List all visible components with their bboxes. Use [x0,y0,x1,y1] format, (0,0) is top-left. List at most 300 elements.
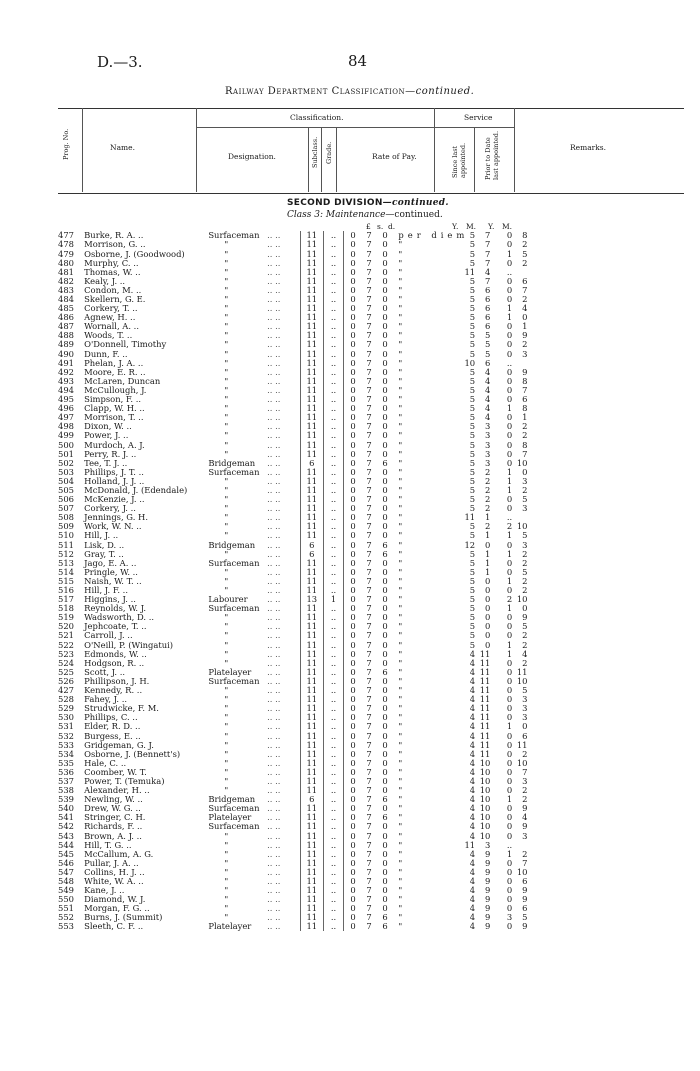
row-number: 507 [58,503,74,514]
subclass: 11 [300,686,323,695]
since-months: 11 [479,739,491,750]
row-number: 542 [58,821,74,832]
grade: .. [323,640,344,649]
row-number: 536 [58,766,74,777]
prior-months: 9 [522,921,528,932]
rate-of-pay: 0 7 0 " [350,685,407,696]
row-number: 495 [58,394,74,405]
subclass: 11 [300,504,323,513]
grade: .. [323,449,344,458]
employee-name: Scott, J. .. [84,666,126,677]
employee-name: Collins, H. J. .. [84,866,145,877]
prior-months: 2 [522,630,528,641]
since-years: 4 [469,885,476,896]
row-number: 530 [58,712,74,723]
rate-of-pay: 0 7 0 " [350,603,407,614]
rate-of-pay: 0 7 0 " [350,275,407,286]
prior-months: 1 [522,412,528,423]
leader-dots: .. .. [267,812,281,823]
designation: " [224,775,229,786]
grade: .. [323,695,344,704]
grade: .. [323,467,344,476]
designation: " [224,585,229,595]
leader-dots: .. .. [267,821,281,832]
since-years: 4 [469,730,476,741]
designation: " [224,721,229,732]
designation: " [224,294,229,304]
subclass: 11 [300,286,323,295]
subclass: 11 [300,276,323,285]
prior-years: 0 [506,321,513,332]
rate-of-pay: 0 7 6 " [350,794,407,805]
subclass: 11 [300,922,323,931]
employee-name: Drew, W. G. .. [84,803,141,814]
leader-dots: .. .. [267,421,281,432]
designation: " [224,548,229,559]
row-number: 517 [58,594,74,605]
row-number: 520 [58,621,74,632]
prior-months: 8 [522,403,528,414]
employee-name: Osborne, J. (Goodwood) [84,248,185,259]
prior-years: .. [506,839,513,850]
subclass: 11 [300,349,323,358]
grade: .. [323,840,344,849]
grade: .. [323,677,344,686]
grade: .. [323,240,344,249]
rate-of-pay: 0 7 0 " [350,866,407,877]
since-months: 10 [479,766,491,777]
table-row [58,258,528,267]
grade: .. [323,513,344,522]
prior-years: 0 [506,730,513,741]
row-number: 500 [58,439,74,450]
designation: " [224,848,229,859]
rate-of-pay: 0 7 6 " [350,457,407,468]
since-months: 1 [485,548,491,559]
leader-dots: .. .. [267,921,281,932]
leader-dots: .. .. [267,312,281,323]
grade: .. [323,822,344,831]
rate-of-pay: 0 7 6 " [350,921,407,932]
prior-months: 10 [516,521,528,532]
prior-years: 0 [506,585,513,595]
prior-years: 0 [506,612,513,623]
since-years: 4 [469,803,476,814]
subclass: 11 [300,786,323,795]
rate-of-pay: 0 7 0 " [350,312,407,323]
row-number: 547 [58,866,74,877]
since-years: 5 [469,330,476,341]
since-years: 5 [469,530,476,541]
leader-dots: .. .. [267,275,281,286]
employee-name: O'Donnell, Timothy [84,339,167,350]
employee-name: Hill, J. .. [84,530,119,541]
designation: " [224,366,229,377]
designation: " [224,739,229,750]
subclass: 11 [300,295,323,304]
since-years: 5 [469,421,476,432]
row-number: 512 [58,548,74,559]
since-years: 4 [469,675,476,686]
since-years: 4 [469,903,476,914]
subclass: 11 [300,758,323,767]
prior-years: 1 [506,475,513,486]
grade: .. [323,831,344,840]
prior-years: 0 [506,494,513,505]
unit-month-prior: M. [502,222,513,231]
prior-years: 0 [506,430,513,441]
prior-years: 0 [506,557,513,568]
row-number: 529 [58,703,74,714]
since-months: 4 [485,412,491,423]
subclass: 11 [300,622,323,631]
prior-months: 11 [516,739,528,750]
prior-years: 2 [506,521,513,532]
row-number: 488 [58,330,74,341]
leader-dots: .. .. [267,585,281,595]
col-rate: Rate of Pay. [372,152,417,161]
grade: .. [323,868,344,877]
designation: " [224,648,229,659]
rate-of-pay: 0 7 0 " [350,594,407,605]
prior-years: 0 [506,803,513,814]
prior-years: 0 [506,421,513,432]
designation: " [224,730,229,741]
leader-dots: .. .. [267,648,281,659]
page-title [225,86,474,97]
designation: " [224,694,229,705]
prior-months: 10 [516,457,528,468]
prior-years: 1 [506,248,513,259]
rate-of-pay: 0 7 0 " [350,357,407,368]
subclass: 11 [300,895,323,904]
designation: " [224,339,229,350]
subclass: 11 [300,586,323,595]
table-row [58,549,528,558]
employee-name: Naish, W. T. .. [84,575,142,586]
row-number: 484 [58,294,74,304]
prior-years: 0 [506,903,513,914]
since-months: 7 [485,230,491,241]
since-years: 4 [469,866,476,877]
employee-name: Jennings, G. H. [84,512,148,523]
since-months: 6 [485,294,491,304]
designation: Surfaceman [208,675,260,686]
table-row [58,831,528,840]
since-years: 5 [469,312,476,323]
since-months: 4 [485,375,491,386]
table-row [58,822,528,831]
table-row [58,540,528,549]
leader-dots: .. .. [267,666,281,677]
since-months: 0 [485,639,491,650]
prior-years: 1 [506,575,513,586]
prior-years: 0 [506,503,513,514]
employee-name: Coomber, W. T. [84,766,147,777]
leader-dots: .. .. [267,621,281,632]
leader-dots: .. .. [267,876,281,886]
rate-of-pay: 0 7 0 " [350,766,407,777]
since-months: 10 [479,785,491,796]
leader-dots: .. .. [267,685,281,696]
leader-dots: .. .. [267,548,281,559]
leader-dots: .. .. [267,484,281,495]
since-years: 5 [469,284,476,295]
employee-name: Woods, T. .. [84,330,133,341]
rate-of-pay: 0 7 0 " [350,675,407,686]
grade: .. [323,522,344,531]
since-months: 9 [485,921,491,932]
since-months: 10 [479,803,491,814]
row-number: 490 [58,348,74,359]
grade: .. [323,249,344,258]
designation: " [224,657,229,668]
employee-name: Hodgson, R. .. [84,657,145,668]
leader-dots: .. .. [267,739,281,750]
prior-years: 0 [506,348,513,359]
rate-of-pay: 0 7 0 " [350,475,407,486]
prior-months: 3 [522,539,528,550]
grade: .. [323,413,344,422]
designation: Surfaceman [208,603,260,614]
subclass: 6 [300,458,323,467]
leader-dots: .. .. [267,885,281,896]
prior-years: 0 [506,366,513,377]
rate-of-pay: 0 7 0 " [350,248,407,259]
since-years: 5 [469,475,476,486]
row-number: 518 [58,603,74,614]
leader-dots: .. .. [267,521,281,532]
rate-of-pay: 0 7 0 " [350,466,407,477]
grade: .. [323,486,344,495]
prior-years: 0 [506,703,513,714]
row-number: 550 [58,894,74,905]
since-years: 5 [469,339,476,350]
since-years: 5 [469,457,476,468]
since-years: 5 [469,375,476,386]
leader-dots: .. .. [267,657,281,668]
designation: " [224,857,229,868]
since-months: 11 [479,721,491,732]
rate-of-pay: 0 7 0 " [350,439,407,450]
since-months: 11 [479,694,491,705]
row-number: 492 [58,366,74,377]
grade: .. [323,904,344,913]
rate-of-pay: 0 7 0 " [350,566,407,577]
table-row [58,422,528,431]
table-row [58,658,528,667]
grade: .. [323,740,344,749]
employee-name: Murdoch, A. J. [84,439,145,450]
subclass: 11 [300,849,323,858]
table-row [58,240,528,249]
since-years: 4 [469,894,476,905]
division-name: SECOND DIVISION [287,198,383,208]
table-row [58,640,528,649]
row-number: 478 [58,239,74,250]
rate-of-pay: 0 7 0 " [350,694,407,705]
employee-name: Kane, J. .. [84,885,125,896]
page-title-suffix: —continued. [405,86,475,97]
leader-dots: .. .. [267,748,281,759]
leader-dots: .. .. [267,612,281,623]
class-label: Class 3: [287,210,323,220]
rate-of-pay: 0 7 0 " [350,730,407,741]
prior-months: 3 [522,694,528,705]
row-number: 491 [58,357,74,368]
designation: " [224,703,229,714]
rate-of-pay: 0 7 6 " [350,548,407,559]
since-years: 4 [469,785,476,796]
subclass: 11 [300,258,323,267]
leader-dots: .. .. [267,575,281,586]
since-months: 2 [485,503,491,514]
prior-months: 2 [522,657,528,668]
row-number: 539 [58,794,74,805]
prior-months: 2 [522,548,528,559]
since-years: 11 [464,512,476,523]
grade: .. [323,586,344,595]
since-years: 5 [469,384,476,395]
employee-name: Tee, T. J. .. [84,457,128,468]
since-months: 2 [485,475,491,486]
prior-months: 2 [522,585,528,595]
row-number: 487 [58,321,74,332]
prior-months: 5 [522,566,528,577]
grade: .. [323,431,344,440]
grade: .. [323,276,344,285]
row-number: 540 [58,803,74,814]
header-divider [82,108,83,192]
employee-name: Diamond, W. J. [84,894,146,905]
prior-months: 9 [522,885,528,896]
designation: " [224,239,229,250]
prior-months: 3 [522,475,528,486]
since-years: 5 [469,412,476,423]
row-number: 521 [58,630,74,641]
employee-name: Condon, M. .. [84,284,142,295]
designation: Platelayer [208,666,252,677]
prior-years: 0 [506,885,513,896]
grade: .. [323,686,344,695]
row-number: 532 [58,730,74,741]
since-years: 5 [469,257,476,268]
designation: Platelayer [208,812,252,823]
since-years: 5 [469,248,476,259]
since-years: 4 [469,821,476,832]
subclass: 11 [300,395,323,404]
prior-years: 0 [506,748,513,759]
table-row [58,877,528,886]
employee-name: Strudwicke, F. M. [84,703,159,714]
subclass: 11 [300,367,323,376]
leader-dots: .. .. [267,475,281,486]
subclass: 11 [300,486,323,495]
rate-of-pay: 0 7 0 " [350,494,407,505]
employee-name: Stringer, C. H. [84,812,146,823]
designation: " [224,639,229,650]
rate-of-pay: 0 7 6 " [350,666,407,677]
col-service: Service [464,113,493,122]
designation: " [224,876,229,886]
subclass: 11 [300,840,323,849]
subclass: 11 [300,377,323,386]
grade: .. [323,504,344,513]
designation: " [224,439,229,450]
grade: .. [323,495,344,504]
designation: Platelayer [208,921,252,932]
prior-years: 0 [506,412,513,423]
since-years: 4 [469,685,476,696]
leader-dots: .. .. [267,403,281,414]
rate-of-pay: 0 7 0 " [350,484,407,495]
row-number: 515 [58,575,74,586]
row-number: 482 [58,275,74,286]
row-number: 549 [58,885,74,896]
designation: " [224,448,229,459]
subclass: 11 [300,231,323,240]
header-divider [474,127,475,192]
since-months: 6 [485,303,491,314]
leader-dots: .. .. [267,912,281,923]
prior-months: 5 [522,494,528,505]
subclass: 11 [300,768,323,777]
subclass: 11 [300,404,323,413]
prior-years: 0 [506,775,513,786]
header-divider [336,127,337,192]
prior-years: 1 [506,603,513,614]
since-years: 5 [469,403,476,414]
grade: .. [323,849,344,858]
since-years: 4 [469,912,476,923]
leader-dots: .. .. [267,257,281,268]
since-months: 9 [485,912,491,923]
table-row [58,740,528,749]
col-prior: Prior to Date last appointed. [484,130,500,180]
employee-name: Newling, W. .. [84,794,143,805]
rate-of-pay: 0 7 0 " [350,894,407,905]
since-years: 5 [469,239,476,250]
grade: .. [323,477,344,486]
prior-months: 2 [522,339,528,350]
grade: .. [323,304,344,313]
designation: " [224,375,229,386]
subclass: 11 [300,431,323,440]
since-months: 1 [485,530,491,541]
since-months: 9 [485,866,491,877]
employee-name: Jago, E. A. .. [84,557,137,568]
grade: .. [323,313,344,322]
row-number: 499 [58,430,74,441]
grade: .. [323,440,344,449]
leader-dots: .. .. [267,721,281,732]
rate-of-pay: 0 7 0 " [350,375,407,386]
employee-name: Corkery, J. .. [84,503,136,514]
since-months: 11 [479,685,491,696]
page-title-main: Railway Department Classification [225,86,406,97]
grade: .. [323,768,344,777]
grade: .. [323,895,344,904]
rate-of-pay: 0 7 0 " [350,748,407,759]
rate-of-pay: 0 7 0 per diem [350,230,469,241]
employee-name: Carroll, J. .. [84,630,133,641]
grade: .. [323,913,344,922]
rate-of-pay: 0 7 0 " [350,512,407,523]
grade: .. [323,858,344,867]
rate-of-pay: 0 7 0 " [350,585,407,595]
grade: .. [323,395,344,404]
since-months: 0 [485,612,491,623]
